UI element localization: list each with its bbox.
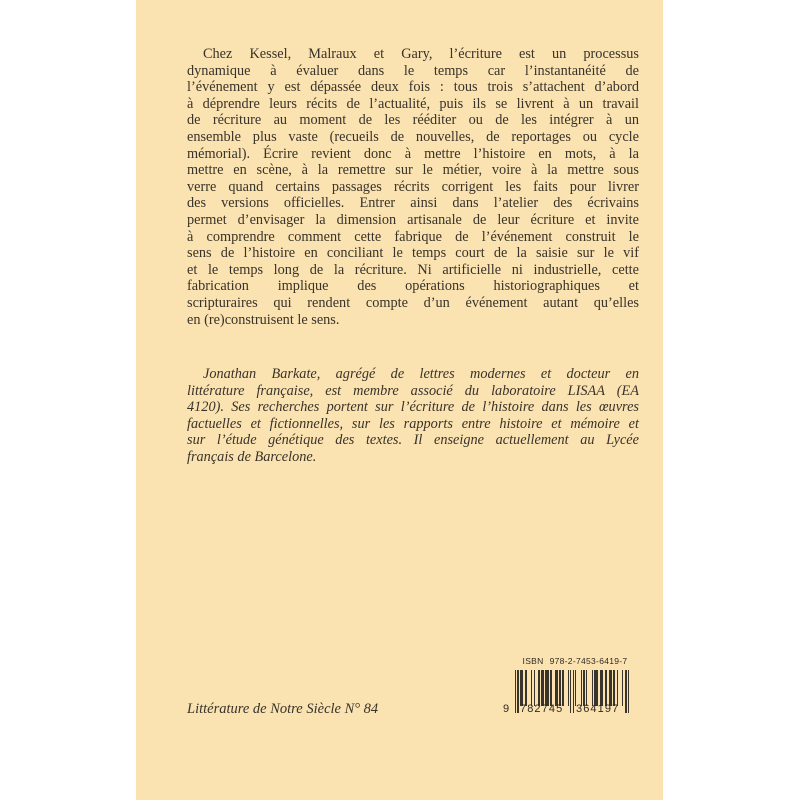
text-line: à comprendre comment cette fabrique de l’événement construit le <box>187 228 639 245</box>
barcode-bar <box>622 670 623 706</box>
barcode-bar <box>625 670 626 713</box>
summary-paragraph <box>187 46 639 328</box>
barcode-bar <box>568 670 569 706</box>
barcode-bar <box>570 670 571 713</box>
barcode-bar <box>538 670 540 706</box>
text-line: mettre en scène, à la remettre sur le métier, voire à la mettre sous <box>187 162 639 179</box>
text-line: mémorial). Écrire revient donc à mettre l’histoire en mots, à la <box>187 145 639 162</box>
barcode-bar <box>534 670 535 706</box>
barcode-digits-group2: 364197 <box>576 703 620 715</box>
text-line: verre quand certains passages récrits corrigent les faits pour livrer <box>187 178 639 195</box>
barcode-bar <box>581 670 582 706</box>
author-bio-paragraph <box>187 366 639 466</box>
text-line: de récriture au moment de les rééditer ou de les intégrer à un <box>187 112 639 129</box>
barcode-bar <box>525 670 527 706</box>
isbn-value: 978-2-7453-6419-7 <box>549 656 628 666</box>
barcode-bar <box>573 670 574 713</box>
text-line: sens de l’histoire en conciliant le temps court de la saisie sur le vif <box>187 245 639 262</box>
text-line: dynamique à évaluer dans le temps car l’instantanéité de <box>187 62 639 79</box>
text-line: français de Barcelone. <box>187 448 317 465</box>
text-line: et le temps long de la récriture. Ni artificielle ni industrielle, cette <box>187 261 639 278</box>
text-line: sur l’étude génétique des textes. Il enseigne actuellement au Lycée <box>187 432 639 449</box>
barcode-bar <box>545 670 549 706</box>
barcode-bar <box>520 670 524 706</box>
isbn-label: ISBN <box>522 656 544 666</box>
barcode-bar <box>575 670 576 706</box>
barcode-bar <box>586 670 587 706</box>
book-back-cover <box>136 0 663 800</box>
text-line: à déprendre leurs récits de l’actualité, puis ils se livrent à un travail <box>187 95 639 112</box>
series-title: Littérature de Notre Siècle N° 84 <box>187 701 379 717</box>
isbn-line <box>512 656 638 666</box>
barcode-bar <box>562 670 564 706</box>
text-line: factuelles et fictionnelles, sur les rapports entre histoire et mémoire et <box>187 415 639 432</box>
text-line: l’événement y est dépassée deux fois : tous trois s’attachent d’abord <box>187 79 639 96</box>
barcode-bar <box>541 670 543 706</box>
text-line: scripturaires qui rendent compte d’un événement autant qu’elles <box>187 294 639 311</box>
barcode-bar <box>559 670 560 706</box>
barcode-bar <box>605 670 607 706</box>
text-line: des versions officielles. Entrer ainsi dans l’atelier des écrivains <box>187 195 639 212</box>
text-line: 4120). Ses recherches portent sur l’écriture de l’histoire dans les œuvres <box>187 399 639 416</box>
barcode-bar <box>550 670 552 706</box>
text-line: Chez Kessel, Malraux et Gary, l’écriture est un processus <box>203 46 639 62</box>
text-line: en (re)construisent le sens. <box>187 311 340 328</box>
barcode-bar <box>592 670 593 706</box>
text-line: permet d’envisager la dimension artisanale de leur écriture et invite <box>187 211 639 228</box>
barcode-bar <box>515 670 516 713</box>
barcode-bar <box>594 670 598 706</box>
barcode-bar <box>517 670 518 713</box>
text-line: Jonathan Barkate, agrégé de lettres modernes et docteur en <box>203 366 639 382</box>
text-line: ensemble plus vaste (recueils de nouvelles, de reportages ou cycle <box>187 128 639 145</box>
barcode-bar <box>531 670 532 706</box>
text-line: littérature française, est membre associé du laboratoire LISAA (EA <box>187 382 639 399</box>
text-line: fabrication implique des opérations historiographiques et <box>187 278 639 295</box>
barcode-bar <box>609 670 613 706</box>
barcode-bar <box>583 670 584 706</box>
barcode-bar <box>555 670 559 706</box>
barcode-bar <box>617 670 618 706</box>
barcode-system-digit: 9 <box>503 703 510 715</box>
barcode-digits-group1: 782745 <box>520 703 564 715</box>
barcode-bar <box>628 670 629 713</box>
barcode-bar <box>600 670 602 706</box>
barcode-bar <box>613 670 614 706</box>
